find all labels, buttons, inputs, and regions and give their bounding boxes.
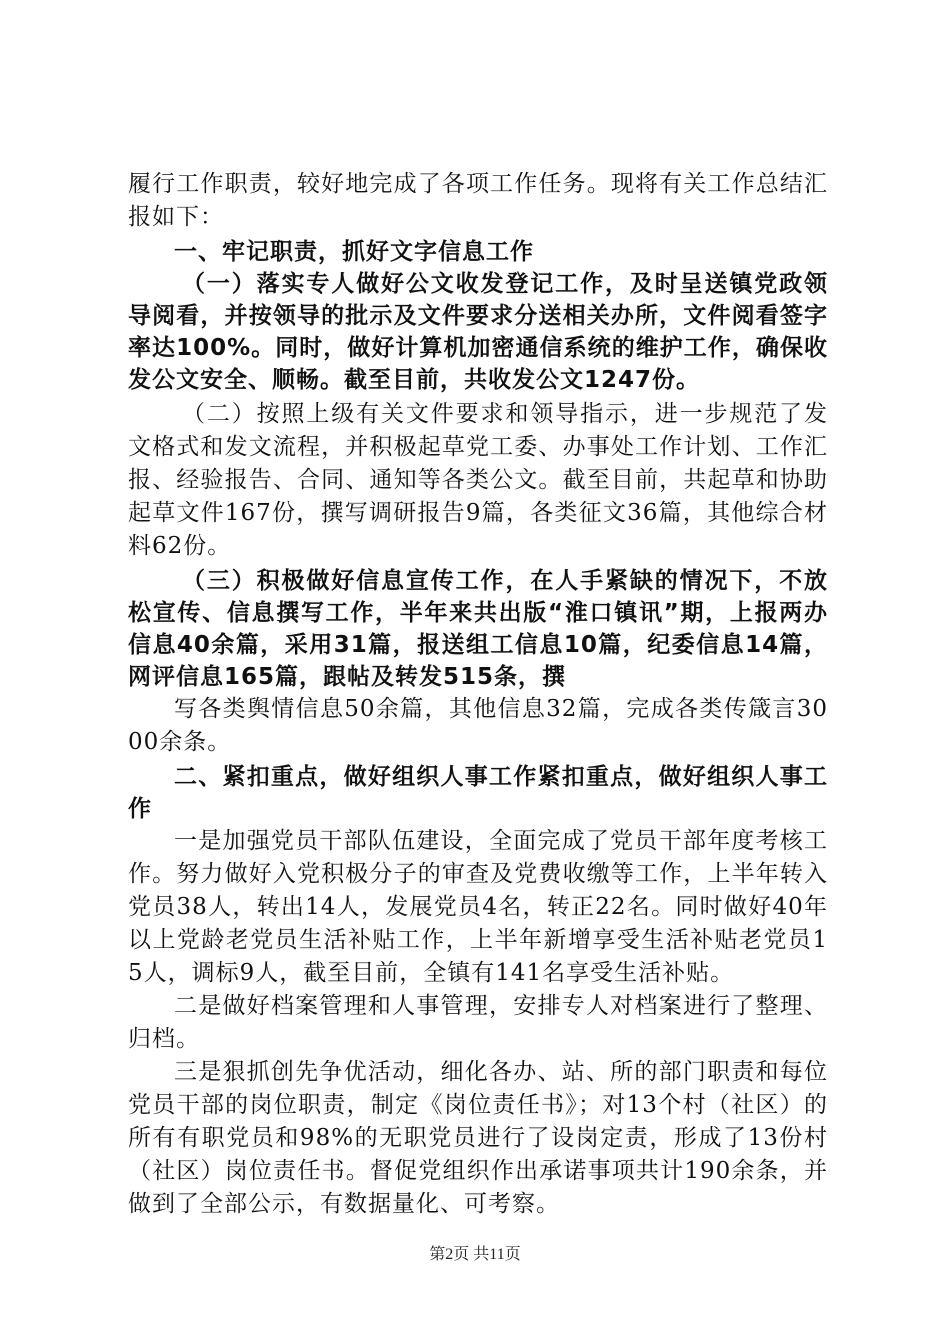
paragraph-intro: 履行工作职责，较好地完成了各项工作任务。现将有关工作总结汇报如下： [128,171,828,230]
paragraph-1-3-continued: 写各类舆情信息50余篇，其他信息32篇，完成各类传箴言3000余条。 [128,696,828,755]
document-body [128,168,828,1221]
page-footer: 第2页 共11页 [429,1246,521,1263]
paragraph-2-2: 二是做好档案管理和人事管理，安排专人对档案进行了整理、归档。 [128,993,828,1052]
paragraph-1-1: （一）落实专人做好公文收发登记工作，及时呈送镇党政领导阅看，并按领导的批示及文件要求分送相关办所，文件阅看签字率达100%。同时，做好计算机加密通信系统的维护工作，确保收发公文安全、顺畅。截至目前，共收发公文1247份。 [128,271,828,393]
paragraph-1-2: （二）按照上级有关文件要求和领导指示，进一步规范了发文格式和发文流程，并积极起草党工委、办事处工作计划、工作汇报、经验报告、合同、通知等各类公文。截至目前，共起草和协助起草文件167份，撰写调研报告9篇，各类征文36篇，其他综合材料62份。 [128,401,828,559]
section-heading-1: 一、牢记职责，抓好文字信息工作 [174,239,534,265]
section-heading-2: 二、紧扣重点，做好组织人事工作紧扣重点，做好组织人事工作 [128,764,828,822]
paragraph-2-1: 一是加强党员干部队伍建设，全面完成了党员干部年度考核工作。努力做好入党积极分子的审查及党费收缴等工作，上半年转入党员38人，转出14人，发展党员4名，转正22名。同时做好40年以上党龄老党员生活补贴工作，上半年新增享受生活补贴老党员15人，调标9人，截至目前，全镇有141名享受生活补贴。 [128,828,828,986]
paragraph-1-3: （三）积极做好信息宣传工作，在人手紧缺的情况下，不放松宣传、信息撰写工作，半年来共出版“淮口镇讯”期，上报两办信息40余篇，采用31篇，报送组工信息10篇，纪委信息14篇，网评信息165篇，跟帖及转发515条，撰 [128,568,828,690]
paragraph-2-3: 三是狠抓创先争优活动，细化各办、站、所的部门职责和每位党员干部的岗位职责，制定《岗位责任书》；对13个村（社区）的所有有职党员和98%的无职党员进行了设岗定责，形成了13份村（社区）岗位责任书。督促党组织作出承诺事项共计190余条，并做到了全部公示，有数据量化、可考察。 [128,1059,828,1217]
